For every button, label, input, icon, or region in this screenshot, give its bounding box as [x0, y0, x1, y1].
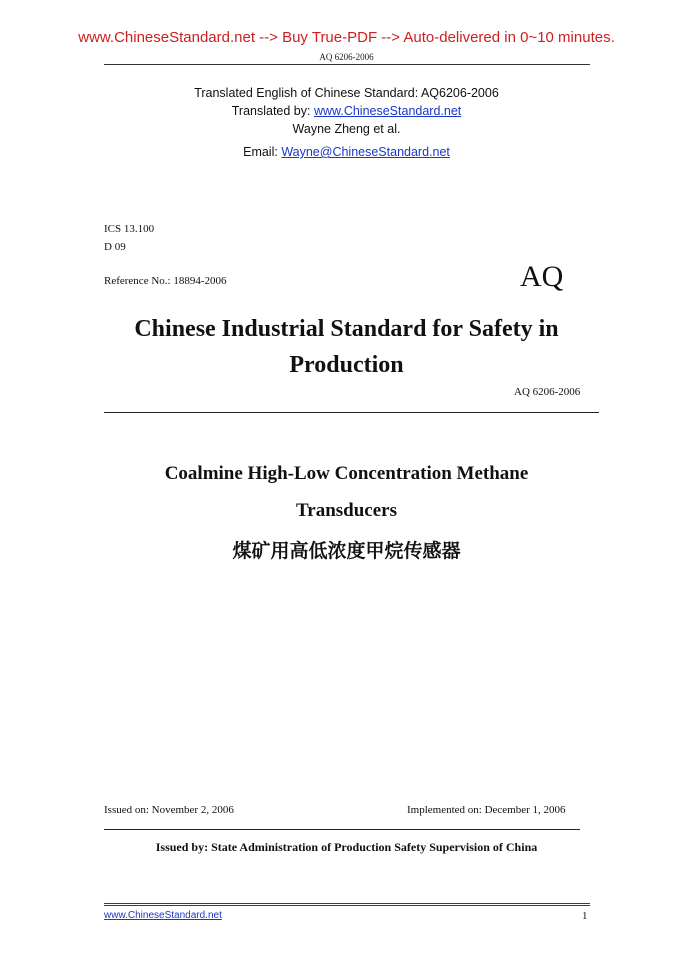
email-label: Email: — [243, 145, 282, 159]
translated-by-label: Translated by: — [231, 104, 314, 118]
footer-link[interactable]: www.ChineseStandard.net — [104, 910, 222, 921]
subject-chinese: 煤矿用高低浓度甲烷传感器 — [232, 540, 461, 562]
email-line — [0, 145, 693, 159]
email-link[interactable]: Wayne@ChineseStandard.net — [281, 145, 450, 159]
translator-name: Wayne Zheng et al. — [292, 122, 401, 136]
translation-line: Translated English of Chinese Standard: AQ6206-2006 — [194, 86, 499, 100]
header-rule — [104, 64, 590, 65]
dates-rule — [104, 829, 580, 830]
translated-by-line — [0, 104, 693, 118]
issued-date: Issued on: November 2, 2006 — [104, 804, 234, 816]
implemented-date: Implemented on: December 1, 2006 — [407, 804, 566, 816]
header-standard-code: AQ 6206-2006 — [319, 52, 374, 62]
aq-mark: AQ — [520, 260, 564, 293]
promo-banner[interactable]: www.ChineseStandard.net --> Buy True-PDF --> Auto-delivered in 0~10 minutes. — [78, 29, 615, 46]
ics-code: ICS 13.100 — [104, 223, 155, 235]
doc-title-line1: Chinese Industrial Standard for Safety in — [134, 316, 559, 342]
issued-by: Issued by: State Administration of Production Safety Supervision of China — [155, 840, 538, 854]
title-rule — [104, 412, 599, 413]
d-code: D 09 — [104, 241, 126, 253]
footer-rule — [104, 903, 590, 906]
page-number: 1 — [582, 910, 588, 922]
doc-title-line2: Production — [289, 352, 404, 378]
translated-by-link[interactable]: www.ChineseStandard.net — [313, 104, 462, 118]
subject-line1: Coalmine High-Low Concentration Methane — [164, 463, 529, 484]
doc-code: AQ 6206-2006 — [514, 386, 581, 398]
reference-number: Reference No.: 18894-2006 — [104, 275, 227, 287]
subject-line2: Transducers — [296, 500, 397, 521]
